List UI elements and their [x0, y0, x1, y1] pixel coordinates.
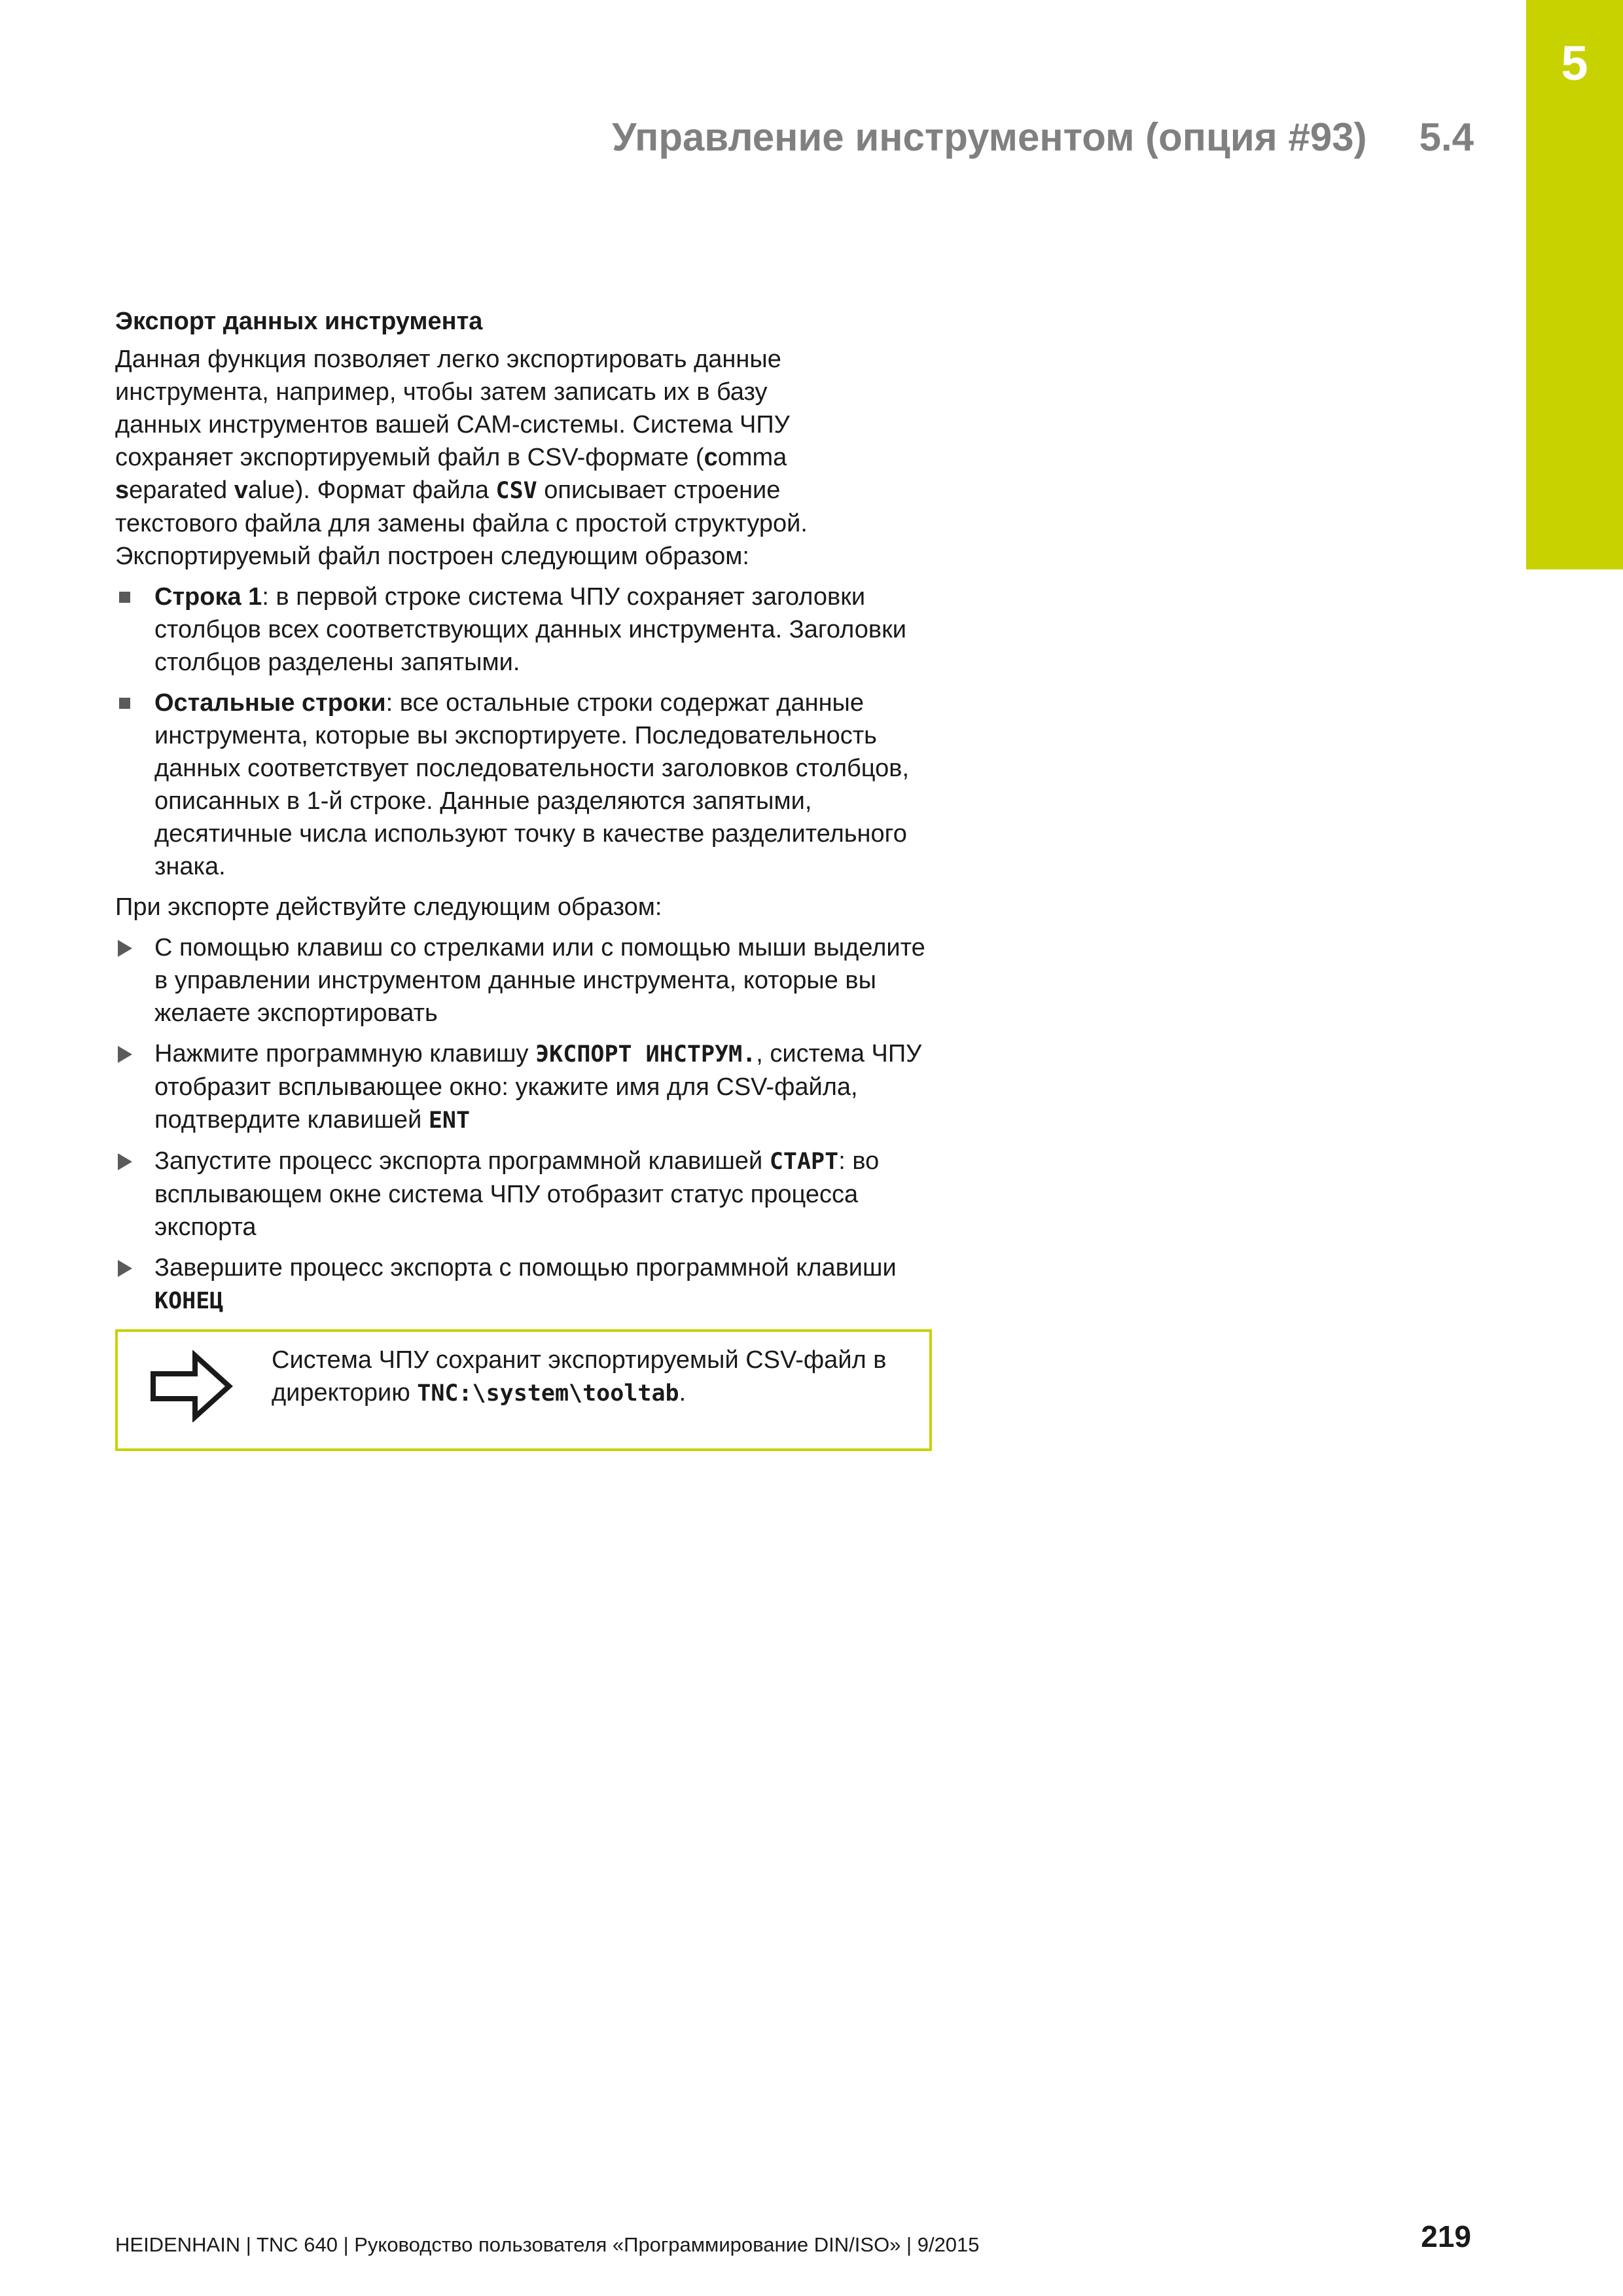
triangle-arrow-icon [118, 1046, 132, 1063]
intro-fragment: alue). Формат файла [247, 476, 496, 504]
header-section-number: 5.4 [1419, 115, 1474, 159]
structure-item-text: : в первой строке система ЧПУ сохраняет заголовки столбцов всех соответствующих данных инструмента. Заголовки столбцов разделены запятыми. [154, 583, 906, 676]
note-text-fragment: Система ЧПУ сохранит экспортируемый CSV-файл в директорию [272, 1346, 887, 1407]
step-text: : во всплывающем окне система ЧПУ отобразит статус процесса экспорта [154, 1147, 880, 1241]
intro-fragment: omma [717, 444, 787, 471]
triangle-arrow-icon [118, 1153, 132, 1170]
structure-item [115, 687, 940, 883]
note-text-fragment: . [679, 1379, 687, 1407]
procedure-step [115, 1251, 940, 1318]
intro-initial: v [234, 476, 248, 504]
main-content [115, 305, 940, 1451]
procedure-step [115, 1037, 940, 1137]
chapter-number: 5 [1561, 36, 1588, 90]
step-text: Нажмите программную клавишу [154, 1040, 536, 1067]
intro-fragment: описывает строение [537, 476, 781, 504]
intro-line: инструмента, например, чтобы затем записать их в базу [115, 378, 768, 406]
step-text: Завершите процесс экспорта с помощью программной клавиши [154, 1254, 897, 1282]
directory-path: TNC:\system\tooltab [417, 1380, 679, 1407]
square-bullet-icon [119, 698, 130, 709]
page-number: 219 [1421, 2219, 1471, 2253]
arrow-right-outline-icon [149, 1350, 234, 1422]
chapter-tab [1526, 0, 1623, 569]
procedure-step [115, 1145, 940, 1244]
note-box [115, 1329, 932, 1451]
step-text: С помощью клавиш со стрелками или с помощью мыши выделите в управлении инструментом данные инструмента, которые вы желаете экспортировать [154, 934, 925, 1027]
square-bullet-icon [119, 592, 130, 603]
softkey-label: СТАРТ [769, 1149, 839, 1175]
procedure-intro: При экспорте действуйте следующим образом: [115, 893, 662, 921]
softkey-label: ЭКСПОРТ ИНСТРУМ. [535, 1041, 757, 1067]
structure-item-label: Остальные строки [154, 689, 386, 717]
page-footer: HEIDENHAIN | TNC 640 | Руководство пользователя «Программирование DIN/ISO» | 9/2015 [115, 2233, 980, 2256]
intro-line: сохраняет экспортируемый файл в CSV-формате ( [115, 444, 704, 471]
triangle-arrow-icon [118, 1260, 132, 1277]
header-title: Управление инструментом (опция #93) [612, 115, 1367, 159]
intro-line: данных инструментов вашей CAM-системы. Система ЧПУ [115, 411, 790, 439]
note-text [272, 1344, 900, 1410]
structure-item [115, 581, 940, 679]
intro-line: Данная функция позволяет легко экспортировать данные [115, 346, 781, 373]
intro-line: Экспортируемый файл построен следующим образом: [115, 543, 749, 570]
step-text: , система ЧПУ отобразит всплывающее окно: укажите имя для CSV-файла, подтвердите клавишей [154, 1040, 922, 1134]
csv-keyword: CSV [495, 478, 537, 504]
structure-item-label: Строка 1 [154, 583, 262, 611]
step-text: Запустите процесс экспорта программной клавишей [154, 1147, 770, 1175]
intro-fragment: eparated [129, 476, 234, 504]
structure-item-text: : все остальные строки содержат данные инструмента, которые вы экспортируете. Последовательность данных соответствует последовательности заголовков столбцов, описанных в 1-й строке. Данные разделяются запятыми, десятичные числа используют точку в качестве разделительного знака. [154, 689, 910, 880]
intro-initial: c [704, 444, 718, 471]
procedure-step [115, 931, 940, 1030]
key-label: ENT [428, 1107, 471, 1134]
running-header [612, 115, 1474, 159]
softkey-label: КОНЕЦ [154, 1288, 224, 1314]
intro-paragraph [115, 343, 940, 573]
intro-initial: s [115, 476, 130, 504]
triangle-arrow-icon [118, 940, 132, 957]
intro-line: текстового файла для замены файла с простой структурой. [115, 510, 808, 537]
section-heading: Экспорт данных инструмента [115, 308, 483, 335]
